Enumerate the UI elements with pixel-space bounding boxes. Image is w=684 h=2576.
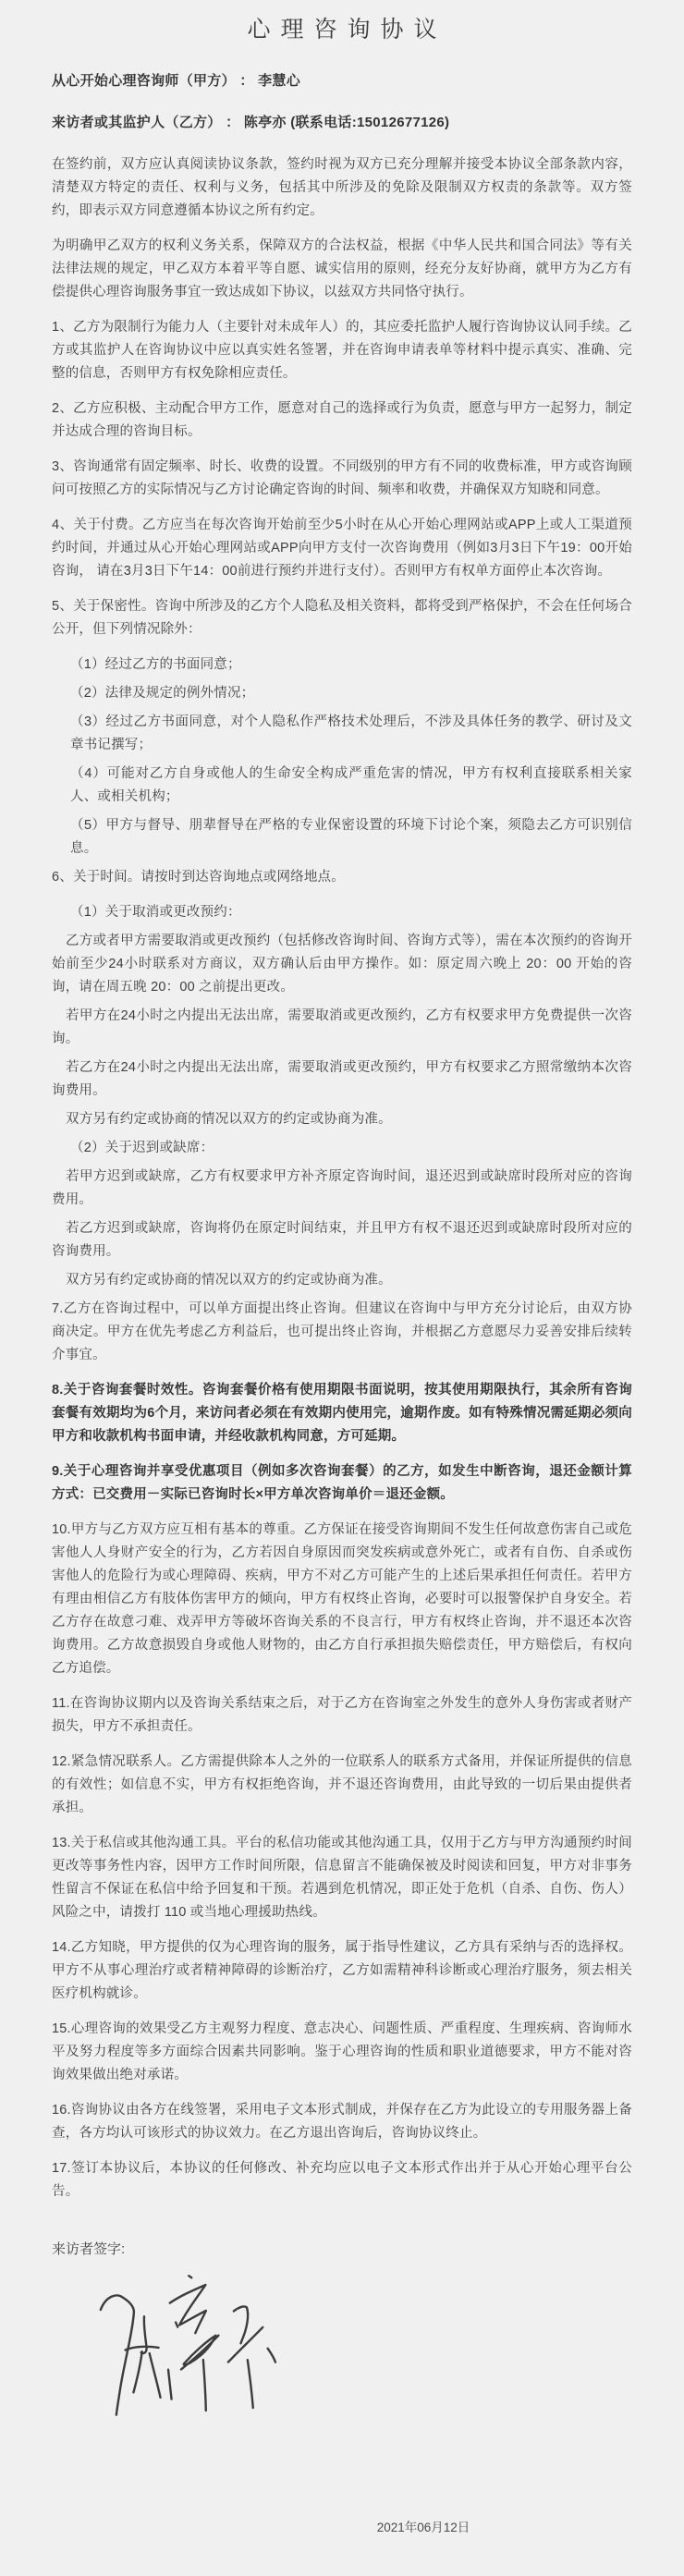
clause-paragraph: 2、乙方应积极、主动配合甲方工作，愿意对自己的选择或行为负责，愿意与甲方一起努力，制定并达成合理的咨询目标。 — [52, 401, 632, 439]
clause-paragraph: 11.在咨询协议期内以及咨询关系结束之后，对于乙方在咨询室之外发生的意外人身伤害或者财产损失，甲方不承担责任。 — [52, 1696, 632, 1734]
clause-paragraph: 16.咨询协议由各方在线签署，采用电子文本形式制成，并保存在乙方为此设立的专用服务器上备查，各方均认可该形式的协议效力。在乙方退出咨询后，咨询协议终止。 — [52, 2103, 632, 2141]
clauses — [52, 153, 632, 2204]
clause-paragraph: 在签约前，双方应认真阅读协议条款，签约时视为双方已充分理解并接受本协议全部条款内容，清楚双方特定的责任、权利与义务，包括其中所涉及的免除及限制双方权责的条款等。双方签约，即表示双方同意遵循本协议之所有约定。 — [52, 157, 632, 218]
clause-sub-item: 若甲方迟到或缺席，乙方有权要求甲方补齐原定咨询时间，退还迟到或缺席时段所对应的咨询费用。 — [52, 1169, 632, 1207]
clause-sub-item: 双方另有约定或协商的情况以双方的约定或协商为准。 — [66, 1112, 392, 1127]
clause-sub-item: 若甲方在24小时之内提出无法出席，需要取消或更改预约，乙方有权要求甲方免费提供一次咨询。 — [52, 1008, 632, 1046]
visitor-signature-label: 来访者签字: — [52, 2241, 126, 2257]
visitor-signature-area — [76, 2267, 632, 2480]
clause-paragraph: 12.紧急情况联系人。乙方需提供除本人之外的一位联系人的联系方式备用，并保证所提供的信息的有效性；如信息不实，甲方有权拒绝咨询，并不退还咨询费用，由此导致的一切后果由提供者承担。 — [52, 1754, 632, 1815]
visitor-signature-handwriting — [74, 2265, 336, 2473]
clause-paragraph: 9.关于心理咨询并享受优惠项目（例如多次咨询套餐）的乙方，如发生中断咨询，退还金额计算方式：已交费用－实际已咨询时长×甲方单次咨询单价＝退还金额。 — [52, 1464, 632, 1502]
clause-sub-item: （1）关于取消或更改预约： — [70, 905, 241, 920]
clause-sub-item: （5）甲方与督导、朋辈督导在严格的专业保密设置的环境下讨论个案，须隐去乙方可识别信息。 — [70, 818, 632, 856]
clause-sub-item: 若乙方在24小时之内提出无法出席，需要取消或更改预约，甲方有权要求乙方照常缴纳本次咨询费用。 — [52, 1060, 632, 1098]
page-title: 心理咨询协议 — [247, 17, 447, 43]
clause-paragraph: 14.乙方知晓，甲方提供的仅为心理咨询的服务，属于指导性建议，乙方具有采纳与否的选择权。甲方不从事心理治疗或者精神障碍的诊断治疗，乙方如需精神科诊断或心理治疗服务，须去相关医疗机构就诊。 — [52, 1940, 632, 2001]
clause-paragraph: 1、乙方为限制行为能力人（主要针对未成年人）的，其应委托监护人履行咨询协议认同手续。乙方或其监护人在咨询协议中应以真实姓名签署，并在咨询申请表单等材料中提示真实、准确、完整的信息，否则甲方有权免除相应责任。 — [52, 320, 632, 381]
party-b-line: 来访者或其监护人（乙方） ： 陈亭亦 (联系电话:15012677126) — [52, 115, 450, 130]
clause-sub-item: （2）关于迟到或缺席： — [70, 1141, 214, 1155]
clause-sub-item: 若乙方迟到或缺席，咨询将仍在原定时间结束，并且甲方有权不退还迟到或缺席时段所对应的咨询费用。 — [52, 1221, 632, 1259]
clause-paragraph: 17.签订本协议后，本协议的任何修改、补充均应以电子文本形式作出并于从心开始心理平台公告。 — [52, 2161, 632, 2199]
party-a-line: 从心开始心理咨询师（甲方） ： 李慧心 — [52, 73, 301, 89]
clause-paragraph: 4、关于付费。乙方应当在每次咨询开始前至少5小时在从心开始心理网站或APP上或人工渠道预约时间，并通过从心开始心理网站或APP向甲方支付一次咨询费用（例如3月3日下午19：00开始咨询， 请在3月3日下午14：00前进行预约并进行支付）。否则甲方有权单方面停止本次咨询。 — [52, 518, 632, 579]
clause-paragraph: 13.关于私信或其他沟通工具。平台的私信功能或其他沟通工具，仅用于乙方与甲方沟通预约时间更改等事务性内容，因甲方工作时间所限，信息留言不能确保被及时阅读和回复，甲方对非事务性留言不保证在私信中给予回复和干预。若遇到危机情况，即正处于危机（自杀、自伤、伤人）风险之中，请拨打 110 或当地心理援助热线。 — [52, 1836, 632, 1920]
clause-paragraph: 10.甲方与乙方双方应互相有基本的尊重。乙方保证在接受咨询期间不发生任何故意伤害自己或危害他人人身财产安全的行为，乙方若因自身原因而突发疾病或意外死亡，或者有自伤、自杀或伤害他人的危险行为或心理障碍、疾病，甲方不对乙方可能产生的上述后果承担任何责任。若甲方有理由相信乙方有肢体伤害甲方的倾向，甲方有权终止咨询，必要时可以报警保护自身安全。若乙方存在故意刁难、戏弄甲方等破坏咨询关系的不良言行，甲方有权终止咨询，并不退还本次咨询费用。乙方故意损毁自身或他人财物的，由乙方自行承担损失赔偿责任，甲方赔偿后，有权向乙方追偿。 — [52, 1522, 632, 1676]
clause-paragraph: 3、咨询通常有固定频率、时长、收费的设置。不同级别的甲方有不同的收费标准，甲方或咨询顾问可按照乙方的实际情况与乙方讨论确定咨询的时间、频率和收费，并确保双方知晓和同意。 — [52, 459, 632, 497]
clause-paragraph: 5、关于保密性。咨询中所涉及的乙方个人隐私及相关资料，都将受到严格保护，不会在任何场合公开，但下列情况除外： — [52, 599, 632, 637]
clause-sub-item: （2）法律及规定的例外情况； — [70, 686, 255, 701]
clause-paragraph: 7.乙方在咨询过程中，可以单方面提出终止咨询。但建议在咨询中与甲方充分讨论后，由双方协商决定。甲方在优先考虑乙方利益后，也可提出终止咨询，并根据乙方意愿尽力妥善安排后续转介事宜。 — [52, 1301, 632, 1362]
clause-sub-item: 双方另有约定或协商的情况以双方的约定或协商为准。 — [66, 1273, 392, 1288]
clause-sub-item: （1）经过乙方的书面同意； — [70, 657, 241, 672]
clause-sub-item: 乙方或者甲方需要取消或更改预约（包括修改咨询时间、咨询方式等），需在本次预约的咨询开始前至少24小时联系对方商议，双方确认后由甲方操作。如：原定周六晚上 20：00 开始的咨询，请在周五晚 20：00 之前提出更改。 — [52, 934, 632, 995]
clause-paragraph: 6、关于时间。请按时到达咨询地点或网络地点。 — [52, 870, 345, 885]
signing-date: 2021年06月12日 — [376, 2521, 470, 2534]
clause-paragraph: 8.关于咨询套餐时效性。咨询套餐价格有使用期限书面说明，按其使用期限执行，其余所有咨询套餐有效期均为6个月，来访问者必须在有效期内使用完，逾期作废。如有特殊情况需延期必须向甲方和收款机构书面申请，并经收款机构同意，方可延期。 — [52, 1383, 632, 1444]
clause-sub-item: （3）经过乙方书面同意，对个人隐私作严格技术处理后，不涉及具体任务的教学、研讨及文章书记撰写； — [70, 714, 632, 752]
clause-sub-item: （4）可能对乙方自身或他人的生命安全构成严重危害的情况，甲方有权利直接联系相关家人、或相关机构； — [70, 766, 632, 804]
clause-paragraph: 为明确甲乙双方的权利义务关系，保障双方的合法权益，根据《中华人民共和国合同法》等有关法律法规的规定，甲乙双方本着平等自愿、诚实信用的原则，经充分友好协商，就甲方为乙方有偿提供心理咨询服务事宜一致达成如下协议，以兹双方共同恪守执行。 — [52, 238, 632, 299]
clause-paragraph: 15.心理咨询的效果受乙方主观努力程度、意志决心、问题性质、严重程度、生理疾病、咨询师水平及努力程度等多方面综合因素共同影响。鉴于心理咨询的性质和职业道德要求，甲方不能对咨询效果做出绝对承诺。 — [52, 2021, 632, 2082]
